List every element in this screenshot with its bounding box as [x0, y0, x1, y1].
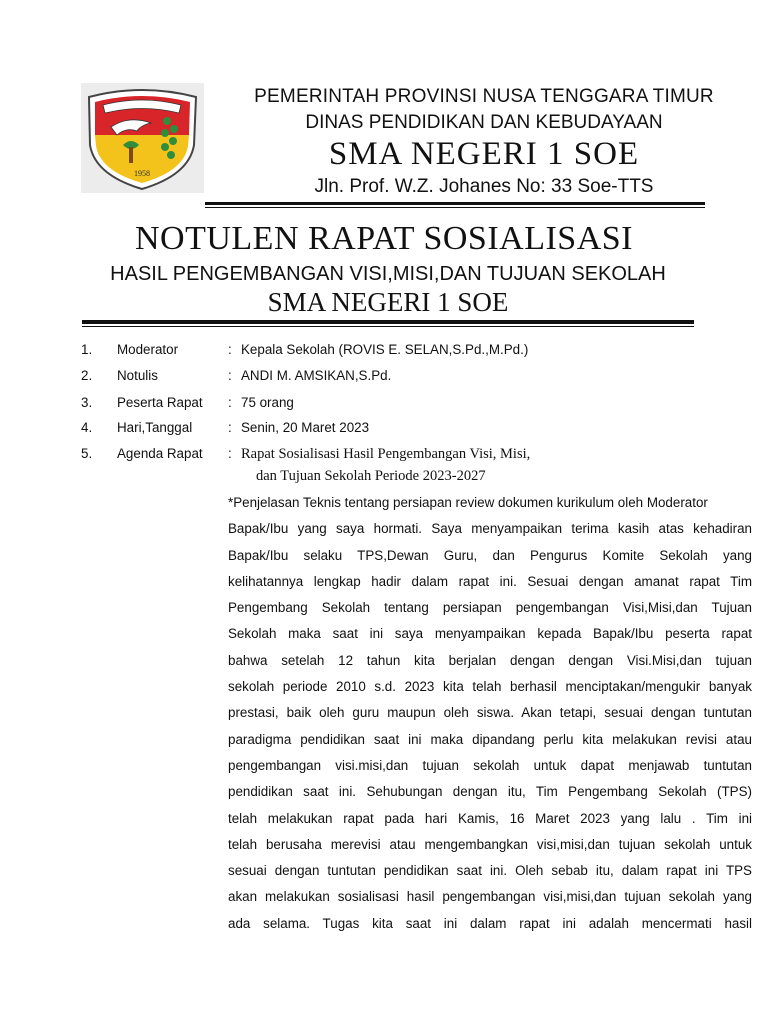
- detail-separator: :: [228, 446, 232, 461]
- detail-row-notulis: [0, 368, 768, 388]
- detail-value: Kepala Sekolah (ROVIS E. SELAN,S.Pd.,M.Pd.): [241, 342, 529, 357]
- body-line: Bapak/Ibu yang saya hormati. Saya menyampaikan terima kasih atas kehadiran: [228, 521, 752, 537]
- header-school-name: SMA NEGERI 1 SOE: [328, 136, 640, 172]
- body-line: Sekolah maka saat ini saya menyampaikan kepada Bapak/Ibu peserta rapat: [228, 626, 752, 642]
- detail-row-tanggal: [0, 420, 768, 440]
- agenda-continuation: dan Tujuan Sekolah Periode 2023-2027: [256, 468, 486, 484]
- body-line: pengembangan visi.misi,dan tujuan sekolah untuk dapat menjawab tuntutan: [228, 757, 752, 773]
- header-address: Jln. Prof. W.Z. Johanes No: 33 Soe-TTS: [314, 176, 654, 197]
- detail-number: 3.: [81, 395, 93, 410]
- detail-value: ANDI M. AMSIKAN,S.Pd.: [241, 368, 392, 383]
- detail-row-peserta: [0, 395, 768, 415]
- document-subtitle: HASIL PENGEMBANGAN VISI,MISI,DAN TUJUAN SEKOLAH: [110, 263, 666, 285]
- body-line: paradigma pendidikan saat ini maka dipandang perlu kita melakukan revisi atau: [228, 731, 752, 747]
- body-line: prestasi, baik oleh guru maupun oleh siswa. Akan tetapi, sesuai dengan tuntutan: [228, 705, 752, 721]
- body-line: pendidikan saat ini. Sehubungan dengan itu, Tim Pengembang Sekolah (TPS): [228, 784, 752, 800]
- detail-separator: :: [228, 368, 232, 383]
- detail-number: 2.: [81, 368, 93, 383]
- body-paragraph: [228, 490, 752, 937]
- header-government: PEMERINTAH PROVINSI NUSA TENGGARA TIMUR: [254, 86, 714, 107]
- detail-label: Notulis: [117, 368, 158, 383]
- detail-separator: :: [228, 342, 232, 357]
- body-line: sekolah periode 2010 s.d. 2023 kita telah berhasil menciptakan/mengukir banyak: [228, 679, 752, 695]
- body-line: telah melakukan rapat pada hari Kamis, 16 Maret 2023 yang lalu . Tim ini: [228, 810, 752, 826]
- detail-label: Hari,Tanggal: [117, 420, 193, 435]
- body-line: Pengembang Sekolah tentang persiapan pengembangan Visi,Misi,dan Tujuan: [228, 600, 752, 616]
- detail-separator: :: [228, 395, 232, 410]
- body-line: sesuai dengan tuntutan pendidikan saat ini. Oleh sebab itu, dalam rapat ini TPS: [228, 863, 752, 879]
- body-line: telah berusaha merevisi atau mengembangkan visi,misi,dan tujuan sekolah untuk: [228, 836, 752, 852]
- body-line: *Penjelasan Teknis tentang persiapan review dokumen kurikulum oleh Moderator: [228, 495, 708, 510]
- body-line: akan melakukan sosialisasi hasil pengembangan visi,misi,dan tujuan sekolah yang: [228, 889, 752, 905]
- body-line: ada selama. Tugas kita saat ini dalam rapat ini adalah mencermati hasil: [228, 915, 752, 931]
- document-title: NOTULEN RAPAT SOSIALISASI: [134, 220, 633, 257]
- header-divider: [205, 202, 705, 205]
- header-department: DINAS PENDIDIKAN DAN KEBUDAYAAN: [305, 112, 663, 133]
- body-line: Bapak/Ibu selaku TPS,Dewan Guru, dan Pengurus Komite Sekolah yang: [228, 547, 752, 563]
- detail-label: Peserta Rapat: [117, 395, 203, 410]
- body-line: kelihatannya lengkap hadir dalam rapat ini. Sesuai dengan amanat rapat Tim: [228, 573, 752, 589]
- detail-value: Rapat Sosialisasi Hasil Pengembangan Visi, Misi,: [241, 446, 531, 462]
- detail-value: Senin, 20 Maret 2023: [241, 420, 370, 435]
- detail-label: Moderator: [117, 342, 179, 357]
- title-divider: [82, 320, 694, 324]
- detail-number: 1.: [81, 342, 93, 357]
- emblem-year: 1958: [134, 169, 150, 178]
- detail-separator: :: [228, 420, 232, 435]
- detail-number: 4.: [81, 420, 93, 435]
- detail-label: Agenda Rapat: [117, 446, 203, 461]
- school-emblem-logo: [81, 83, 204, 193]
- detail-value: 75 orang: [241, 395, 294, 410]
- emblem-icon: [81, 83, 204, 193]
- document-school: SMA NEGERI 1 SOE: [267, 287, 509, 317]
- body-line: bahwa setelah 12 tahun kita berjalan dengan dengan Visi.Misi,dan tujuan: [228, 652, 752, 668]
- header-divider-thin: [205, 207, 705, 208]
- detail-number: 5.: [81, 446, 93, 461]
- title-divider-thin: [82, 326, 694, 327]
- detail-row-moderator: [0, 342, 768, 362]
- detail-row-agenda: [0, 446, 768, 466]
